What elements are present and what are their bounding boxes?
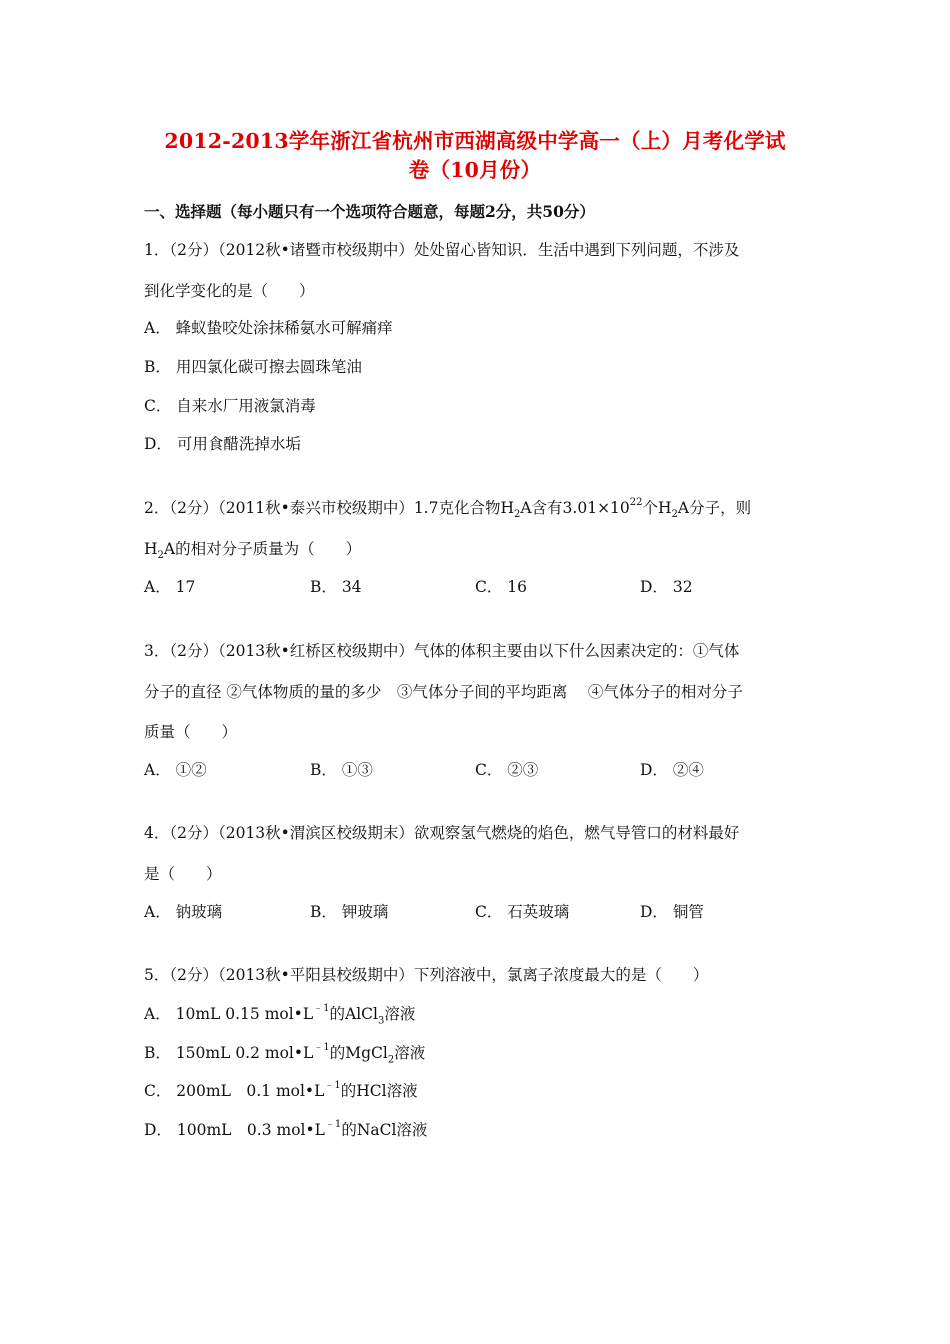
- q5-option-b: [144, 1040, 425, 1065]
- superscript: ﹣1: [324, 1119, 342, 1130]
- q1-option-d: D． 可用食醋洗掉水垢: [144, 435, 301, 453]
- q1-option-c: C． 自来水厂用液氯消毒: [144, 397, 316, 415]
- superscript: ﹣1: [324, 1080, 341, 1091]
- q3-stem-line3: 质量（ ）: [144, 723, 238, 741]
- q3-option-a: A． ①②: [144, 761, 207, 779]
- q2-option-d: D． 32: [640, 578, 693, 596]
- subscript: 2: [671, 509, 678, 521]
- subscript: 2: [513, 509, 521, 521]
- q5-option-a: [144, 1001, 415, 1026]
- q2-option-a: A． 17: [144, 578, 196, 596]
- q4-option-a: A． 钠玻璃: [144, 903, 223, 921]
- section-heading: 一、选择题（每小题只有一个选项符合题意，每题2分，共50分）: [144, 202, 595, 221]
- q2-text: A分子，则: [677, 499, 752, 517]
- subscript: 2: [387, 1054, 395, 1066]
- superscript: ﹣1: [313, 1003, 330, 1014]
- q4-stem-line1: 4．（2分）（2013秋•渭滨区校级期末）欲观察氢气燃烧的焰色，燃气导管口的材料最好: [144, 824, 740, 842]
- q2-text: 2．（2分）（2011秋•泰兴市校级期中）1.7克化合物H: [144, 499, 514, 517]
- q4-option-b: B． 钾玻璃: [310, 903, 389, 921]
- q3-option-b: B． ①③: [310, 761, 373, 779]
- q2-text: A含有3.01×10: [520, 499, 630, 517]
- superscript: 22: [629, 496, 643, 508]
- q5-text: D． 100mL 0.3 mol•L: [144, 1121, 325, 1140]
- q5-option-c: [144, 1078, 418, 1101]
- q2-stem-line1: [144, 496, 751, 520]
- q5-option-d: [144, 1117, 427, 1140]
- q5-text: B． 150mL 0.2 mol•L: [144, 1044, 314, 1063]
- q5-text: 溶液: [384, 1005, 416, 1024]
- q5-text: A． 10mL 0.15 mol•L: [144, 1005, 314, 1024]
- q3-option-c: C． ②③: [475, 761, 539, 779]
- q2-stem-line2: [144, 537, 361, 561]
- page-title-line2: 卷（10月份）: [408, 158, 542, 182]
- subscript: 2: [157, 550, 164, 562]
- q4-option-d: D． 铜管: [640, 903, 704, 921]
- q5-text: 的HCl溶液: [340, 1082, 418, 1101]
- q1-option-b: B． 用四氯化碳可擦去圆珠笔油: [144, 358, 362, 376]
- q4-option-c: C． 石英玻璃: [475, 903, 570, 921]
- subscript: 3: [377, 1015, 385, 1027]
- q5-text: 的NaCl溶液: [341, 1121, 428, 1140]
- q2-text: A的相对分子质量为（ ）: [163, 540, 362, 558]
- q2-option-b: B． 34: [310, 578, 362, 596]
- q3-stem-line1: 3．（2分）（2013秋•红桥区校级期中）气体的体积主要由以下什么因素决定的：①气体: [144, 642, 740, 660]
- q1-stem-line1: 1．（2分）（2012秋•诸暨市校级期中）处处留心皆知识．生活中遇到下列问题，不涉及: [144, 241, 740, 259]
- q5-stem: 5．（2分）（2013秋•平阳县校级期中）下列溶液中，氯离子浓度最大的是（ ）: [144, 966, 709, 984]
- q4-stem-line2: 是（ ）: [144, 865, 222, 883]
- page-title-line1: 2012-2013学年浙江省杭州市西湖高级中学高一（上）月考化学试: [164, 129, 786, 153]
- q5-text: 的MgCl: [329, 1044, 388, 1063]
- q1-option-a: A． 蜂蚁蛰咬处涂抹稀氨水可解痛痒: [144, 319, 393, 337]
- q3-stem-line2: 分子的直径 ②气体物质的量的多少 ③气体分子间的平均距离 ④气体分子的相对分子: [144, 683, 743, 701]
- q5-text: C． 200mL 0.1 mol•L: [144, 1082, 325, 1101]
- q3-option-d: D． ②④: [640, 761, 704, 779]
- q1-stem-line2: 到化学变化的是（ ）: [144, 282, 315, 300]
- q2-text: 个H: [642, 499, 672, 517]
- q2-option-c: C． 16: [475, 578, 528, 596]
- superscript: ﹣1: [313, 1042, 330, 1053]
- q2-text: H: [144, 540, 158, 558]
- q5-text: 的AlCl: [329, 1005, 378, 1024]
- q5-text: 溶液: [394, 1044, 426, 1063]
